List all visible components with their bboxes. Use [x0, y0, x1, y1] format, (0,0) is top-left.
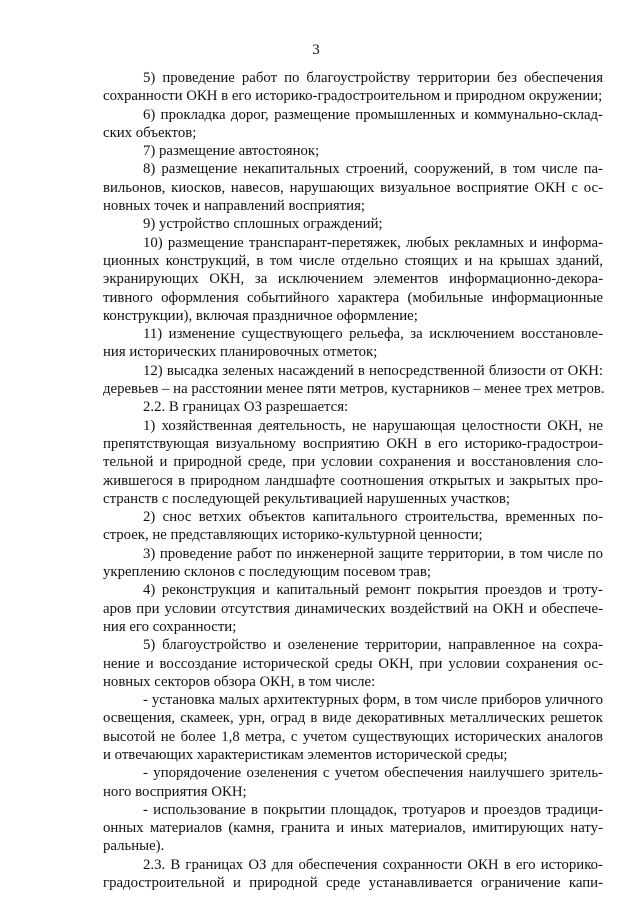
text-line: конструкции), включая праздничное оформление;	[103, 307, 418, 324]
text-line: нение и воссоздание исторической среды ОКН, при условии сохранения ос-	[103, 655, 603, 672]
text-line: аров при условии отсутствия динамических воздействий на ОКН и обеспече-	[103, 600, 603, 617]
page-number: 3	[312, 42, 320, 58]
text-line: тельной и природной среде, при условии сохранения и восстановления сло-	[103, 454, 603, 471]
text-line: 5) благоустройство и озеленение территории, направленное на сохра-	[143, 637, 603, 654]
text-line: 12) высадка зеленых насаждений в непосредственной близости от ОКН:	[143, 362, 603, 379]
text-line: 1) хозяйственная деятельность, не нарушающая целостности ОКН, не	[143, 417, 603, 434]
text-line: вильонов, киосков, навесов, нарушающих визуальное восприятие ОКН с ос-	[103, 179, 603, 196]
text-line: укреплению склонов с последующим посевом трав;	[103, 564, 431, 581]
text-line: - упорядочение озеленения с учетом обеспечения наилучшего зритель-	[143, 765, 603, 782]
text-line: освещения, скамеек, урн, оград в виде декоративных металлических решеток	[103, 710, 603, 727]
text-line: 5) проведение работ по благоустройству территории без обеспечения	[143, 70, 603, 86]
text-line: ционных конструкций, в том числе отдельно стоящих и на крышах зданий,	[103, 252, 603, 269]
text-line: высотой не более 1,8 метра, с учетом существующих исторических аналогов	[103, 728, 603, 745]
text-line: и отвечающих характеристикам элементов исторической среды;	[103, 746, 508, 763]
text-line: 6) прокладка дорог, размещение промышленных и коммунально-склад-	[143, 106, 603, 123]
text-line: - установка малых архитектурных форм, в том числе приборов уличного	[143, 692, 603, 709]
text-line: онных материалов (камня, гранита и иных материалов, имитирующих нату-	[103, 820, 603, 837]
text-line: 11) изменение существующего рельефа, за исключением восстановле-	[143, 326, 603, 343]
text-line: новных точек и направлений восприятия;	[103, 198, 366, 215]
text-line: 7) размещение автостоянок;	[143, 143, 320, 160]
text-line: ских объектов;	[103, 124, 197, 141]
text-line: экранирующих ОКН, за исключением элементов информационно-декора-	[103, 271, 603, 288]
text-line: препятствующая визуальному восприятию ОКН в его историко-градострои-	[103, 435, 603, 452]
text-line: жившегося в природном ландшафте соотношения открытых и закрытых про-	[103, 472, 603, 489]
text-line: 2) снос ветхих объектов капитального строительства, временных по-	[143, 509, 603, 526]
text-line: 8) размещение некапитальных строений, сооружений, в том числе па-	[143, 161, 603, 178]
text-line: 9) устройство сплошных ограждений;	[143, 216, 383, 233]
text-line: 3) проведение работ по инженерной защите территории, в том числе по	[143, 545, 603, 562]
text-line: сохранности ОКН в его историко-градостроительном и природном окружении;	[103, 88, 603, 105]
text-line: - использование в покрытии площадок, тротуаров и проездов традици-	[143, 801, 603, 818]
text-line: новных секторов обзора ОКН, в том числе:	[103, 673, 376, 690]
text-line: 2.3. В границах ОЗ для обеспечения сохранности ОКН в его историко-	[143, 856, 603, 873]
text-line: ральные).	[103, 838, 165, 855]
text-line: ния исторических планировочных отметок;	[103, 344, 378, 361]
text-line: тивного оформления событийного характера (мобильные информационные	[103, 289, 603, 306]
text-line: деревьев – на расстоянии менее пяти метров, кустарников – менее трех метров.	[103, 381, 605, 398]
document-body	[103, 69, 603, 892]
text-line: странств с последующей рекультивацией нарушенных участков;	[103, 490, 510, 507]
text-line: строек, не представляющих историко-культурной ценности;	[103, 527, 483, 544]
text-line: ния его сохранности;	[103, 618, 237, 635]
text-line: 4) реконструкция и капитальный ремонт покрытия проездов и троту-	[143, 582, 603, 599]
text-line: 2.2. В границах ОЗ разрешается:	[143, 399, 349, 416]
text-line: ного восприятия ОКН;	[103, 783, 247, 800]
text-line: 10) размещение транспарант-перетяжек, любых рекламных и информа-	[143, 234, 603, 251]
text-line: градостроительной и природной среде устанавливается ограничение капи-	[103, 875, 603, 892]
